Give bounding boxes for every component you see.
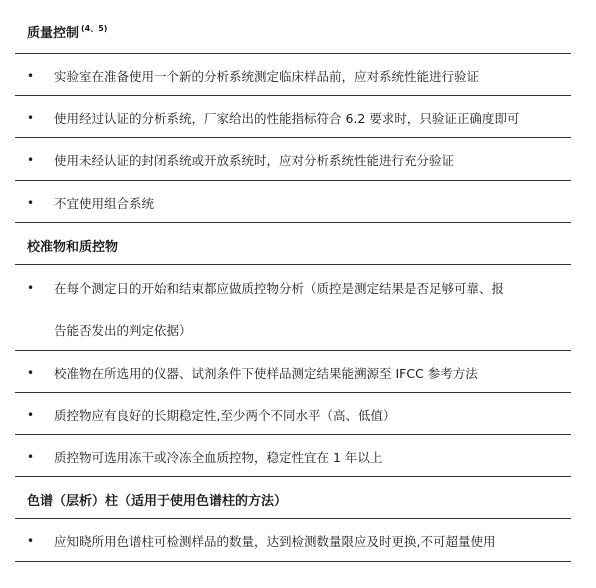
item-text: 质控物可选用冻干或冷冻全血质控物，稳定性宜在 1 年以上 bbox=[54, 450, 383, 465]
list-item bbox=[15, 265, 571, 351]
heading-text: 校准物和质控物 bbox=[27, 240, 119, 255]
item-text: 应知晓所用色谱柱可检测样品的数量，达到检测数量限应及时更换,不可超量使用 bbox=[54, 534, 496, 549]
list-item bbox=[15, 54, 571, 96]
bullet-icon: • bbox=[27, 69, 35, 83]
list-item bbox=[15, 519, 571, 562]
heading-reference: (4、5) bbox=[81, 24, 108, 33]
heading-text: 色谱（层析）柱（适用于使用色谱柱的方法） bbox=[27, 494, 288, 509]
item-text: 实验室在准备使用一个新的分析系统测定临床样品前，应对系统性能进行验证 bbox=[54, 69, 480, 84]
section-heading-chromatography-column bbox=[15, 477, 571, 519]
list-item bbox=[15, 181, 571, 223]
heading-text: 质量控制 bbox=[27, 26, 80, 41]
item-text: 校准物在所选用的仪器、试剂条件下使样品测定结果能溯源至 IFCC 参考方法 bbox=[54, 366, 478, 381]
list-item bbox=[15, 138, 571, 181]
bullet-icon: • bbox=[27, 408, 35, 422]
item-text-line-1: 在每个测定日的开始和结束都应做质控物分析（质控是测定结果是否足够可靠、报 bbox=[54, 281, 505, 296]
section-heading-quality-control bbox=[15, 8, 571, 54]
item-text-line-2: 告能否发出的判定依据） bbox=[54, 323, 192, 338]
list-item bbox=[15, 351, 571, 393]
item-text: 质控物应有良好的长期稳定性,至少两个不同水平（高、低值） bbox=[54, 408, 396, 423]
bullet-icon: • bbox=[27, 450, 35, 464]
list-item bbox=[15, 96, 571, 138]
list-item bbox=[15, 393, 571, 435]
item-text: 使用经过认证的分析系统，厂家给出的性能指标符合 6.2 要求时，只验证正确度即可 bbox=[54, 111, 520, 126]
item-text: 使用未经认证的封闭系统或开放系统时，应对分析系统性能进行充分验证 bbox=[54, 153, 455, 168]
bullet-icon: • bbox=[27, 534, 35, 548]
section-heading-calibrators-controls bbox=[15, 223, 571, 265]
bullet-icon: • bbox=[27, 366, 35, 380]
item-text: 不宜使用组合系统 bbox=[54, 196, 155, 211]
bullet-icon: • bbox=[27, 111, 35, 125]
list-item bbox=[15, 435, 571, 477]
bullet-icon: • bbox=[27, 153, 35, 167]
bullet-icon: • bbox=[27, 281, 35, 295]
bullet-icon: • bbox=[27, 196, 35, 210]
